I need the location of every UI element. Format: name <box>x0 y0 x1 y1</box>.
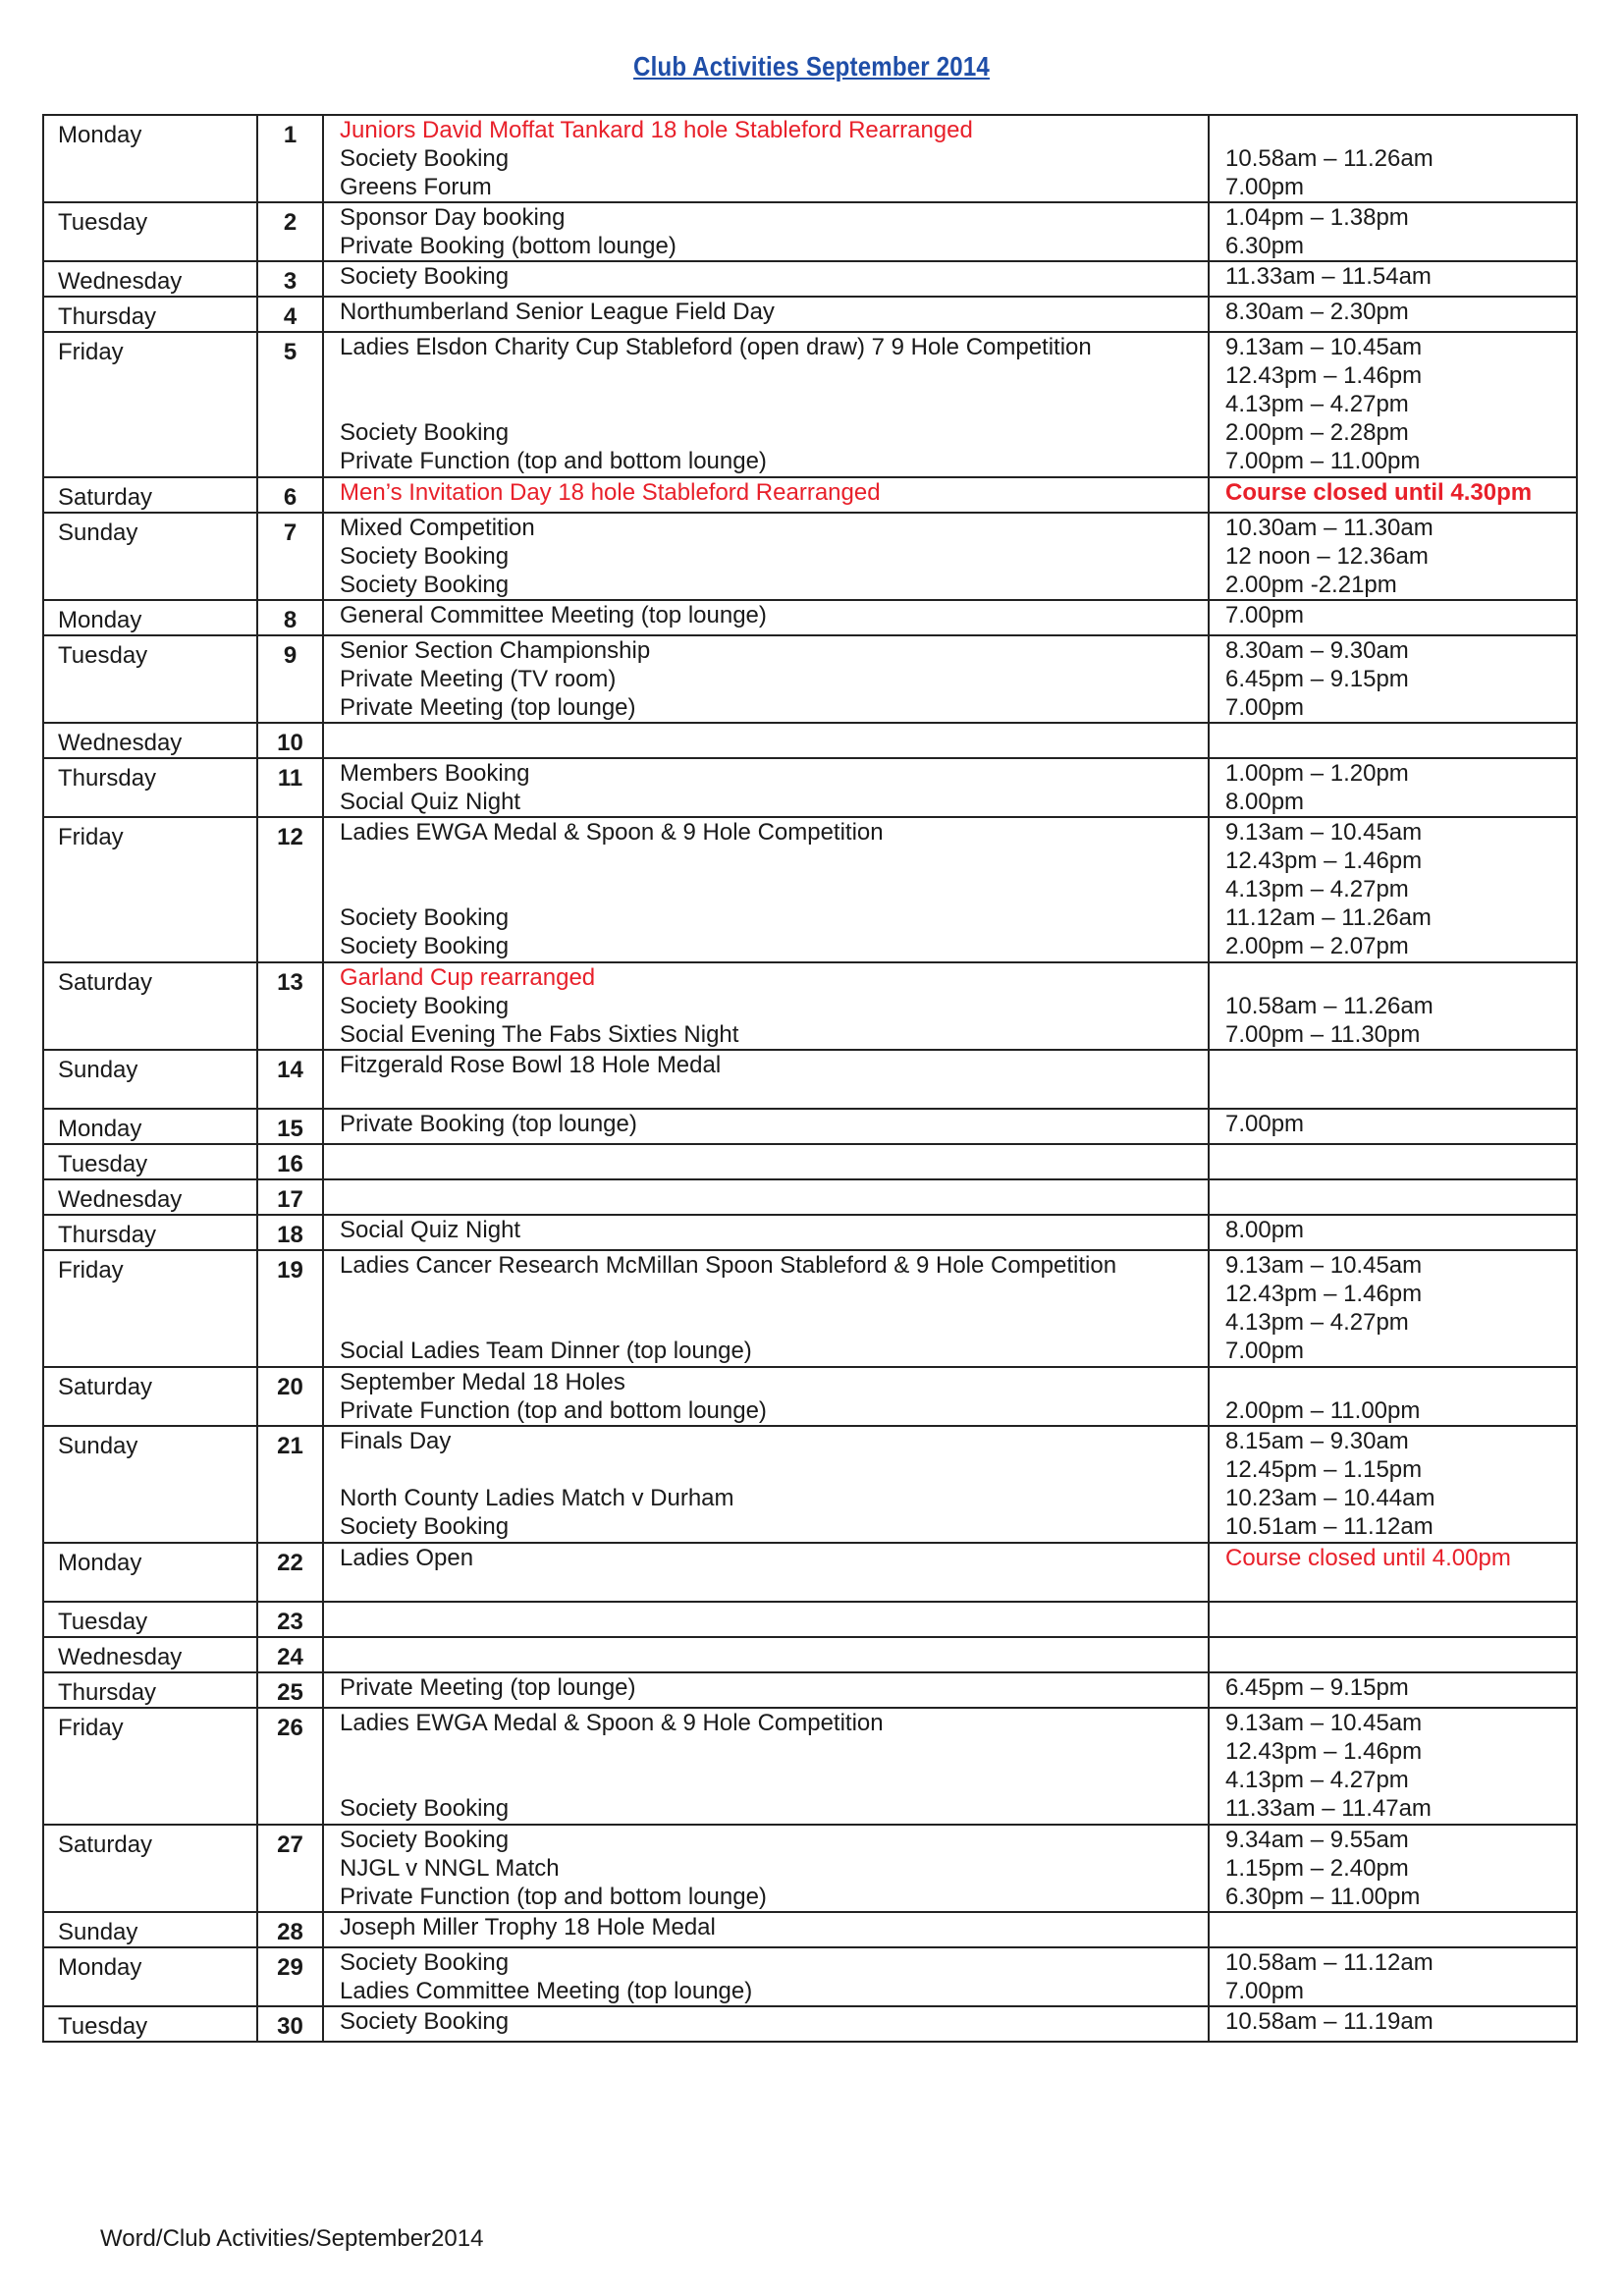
day-row <box>43 1912 1577 1947</box>
event-line: North County Ladies Match v Durham <box>340 1485 734 1511</box>
time-line: 2.00pm – 2.28pm <box>1225 419 1409 446</box>
date-number-cell: 20 <box>257 1367 323 1426</box>
day-row <box>43 723 1577 758</box>
event-line: Society Booking <box>340 1827 510 1853</box>
time-line: 2.00pm – 2.07pm <box>1225 933 1409 959</box>
event-cell <box>323 723 1209 758</box>
day-name-cell: Monday <box>43 1947 257 2006</box>
time-cell <box>1209 635 1577 723</box>
time-line: 10.58am – 11.19am <box>1225 2008 1434 2035</box>
day-row <box>43 202 1577 261</box>
date-number-cell: 17 <box>257 1179 323 1215</box>
date-number-cell: 25 <box>257 1672 323 1708</box>
time-cell <box>1209 115 1577 202</box>
event-line: Greens Forum <box>340 174 492 200</box>
time-line: 12.45pm – 1.15pm <box>1225 1456 1423 1483</box>
time-cell <box>1209 1179 1577 1215</box>
time-line: 9.13am – 10.45am <box>1225 1252 1423 1279</box>
date-number-cell: 27 <box>257 1825 323 1912</box>
date-number-cell: 1 <box>257 115 323 202</box>
day-name-cell: Tuesday <box>43 1602 257 1637</box>
time-cell <box>1209 1050 1577 1109</box>
day-name-cell: Wednesday <box>43 1637 257 1672</box>
time-line <box>1225 1638 1576 1667</box>
event-line <box>340 847 1208 875</box>
time-line: 9.34am – 9.55am <box>1225 1827 1409 1853</box>
event-cell <box>323 1825 1209 1912</box>
event-cell <box>323 1672 1209 1708</box>
time-line <box>1225 1051 1576 1079</box>
event-line: Social Quiz Night <box>340 789 521 815</box>
time-line: 12.43pm – 1.46pm <box>1225 1281 1423 1307</box>
day-name-cell: Monday <box>43 600 257 635</box>
day-row <box>43 261 1577 297</box>
time-line: 4.13pm – 4.27pm <box>1225 391 1409 417</box>
day-name-cell: Wednesday <box>43 1179 257 1215</box>
time-line <box>1225 116 1576 144</box>
day-name-cell: Tuesday <box>43 1144 257 1179</box>
event-cell <box>323 332 1209 477</box>
event-line: Society Booking <box>340 572 510 598</box>
event-line: Private Meeting (top lounge) <box>340 1674 636 1701</box>
time-cell <box>1209 723 1577 758</box>
time-cell <box>1209 962 1577 1050</box>
time-line <box>1225 724 1576 752</box>
time-cell <box>1209 332 1577 477</box>
event-cell <box>323 202 1209 261</box>
event-line <box>340 1638 1208 1667</box>
event-line: Private Booking (bottom lounge) <box>340 233 676 259</box>
event-line: Finals Day <box>340 1428 452 1454</box>
time-line <box>1225 1603 1576 1631</box>
day-name-cell: Sunday <box>43 1912 257 1947</box>
date-number-cell: 24 <box>257 1637 323 1672</box>
time-line: 12.43pm – 1.46pm <box>1225 1738 1423 1765</box>
day-row <box>43 477 1577 513</box>
time-line: 7.00pm – 11.30pm <box>1225 1021 1421 1048</box>
event-line: Ladies Committee Meeting (top lounge) <box>340 1978 753 2004</box>
event-line: Society Booking <box>340 1513 510 1540</box>
day-name-cell: Thursday <box>43 297 257 332</box>
event-line <box>340 1280 1208 1308</box>
day-row <box>43 1672 1577 1708</box>
time-line: Course closed until 4.30pm <box>1225 479 1533 506</box>
date-number-cell: 12 <box>257 817 323 962</box>
time-cell <box>1209 297 1577 332</box>
event-line: Society Booking <box>340 1949 510 1976</box>
event-line: Private Function (top and bottom lounge) <box>340 1397 767 1424</box>
event-line: Juniors David Moffat Tankard 18 hole Stableford Rearranged <box>340 117 973 143</box>
time-cell <box>1209 1215 1577 1250</box>
date-number-cell: 13 <box>257 962 323 1050</box>
time-cell <box>1209 2006 1577 2042</box>
event-line: Private Meeting (top lounge) <box>340 694 636 721</box>
date-number-cell: 5 <box>257 332 323 477</box>
time-line <box>1225 1180 1576 1209</box>
date-number-cell: 3 <box>257 261 323 297</box>
day-name-cell: Saturday <box>43 477 257 513</box>
event-line: Members Booking <box>340 760 530 787</box>
date-number-cell: 23 <box>257 1602 323 1637</box>
day-row <box>43 1215 1577 1250</box>
date-number-cell: 15 <box>257 1109 323 1144</box>
day-row <box>43 635 1577 723</box>
event-cell <box>323 2006 1209 2042</box>
time-cell <box>1209 1109 1577 1144</box>
event-line: Mixed Competition <box>340 515 535 541</box>
event-cell <box>323 1367 1209 1426</box>
event-cell <box>323 817 1209 962</box>
event-line: Fitzgerald Rose Bowl 18 Hole Medal <box>340 1052 722 1078</box>
day-row <box>43 758 1577 817</box>
time-cell <box>1209 1367 1577 1426</box>
day-name-cell: Saturday <box>43 1367 257 1426</box>
event-line: Private Function (top and bottom lounge) <box>340 448 767 474</box>
day-name-cell: Tuesday <box>43 2006 257 2042</box>
time-cell <box>1209 202 1577 261</box>
event-line <box>340 1603 1208 1631</box>
day-row <box>43 1947 1577 2006</box>
day-row <box>43 2006 1577 2042</box>
event-line <box>340 1766 1208 1794</box>
event-line <box>340 1455 1208 1484</box>
date-number-cell: 29 <box>257 1947 323 2006</box>
day-row <box>43 332 1577 477</box>
day-name-cell: Sunday <box>43 1426 257 1543</box>
time-line: 6.45pm – 9.15pm <box>1225 666 1409 692</box>
day-row <box>43 1250 1577 1367</box>
time-line: 10.51am – 11.12am <box>1225 1513 1434 1540</box>
event-cell <box>323 1947 1209 2006</box>
time-line: 12.43pm – 1.46pm <box>1225 362 1423 389</box>
event-line: Ladies Elsdon Charity Cup Stableford (open draw) 7 9 Hole Competition <box>340 334 1092 360</box>
day-row <box>43 1426 1577 1543</box>
time-line: 11.33am – 11.54am <box>1225 263 1432 290</box>
date-number-cell: 11 <box>257 758 323 817</box>
day-row <box>43 600 1577 635</box>
time-line: 1.00pm – 1.20pm <box>1225 760 1409 787</box>
day-name-cell: Wednesday <box>43 723 257 758</box>
time-line: 1.04pm – 1.38pm <box>1225 204 1409 231</box>
event-line: Northumberland Senior League Field Day <box>340 299 775 325</box>
time-cell <box>1209 1947 1577 2006</box>
event-cell <box>323 1426 1209 1543</box>
event-line: NJGL v NNGL Match <box>340 1855 560 1882</box>
date-number-cell: 21 <box>257 1426 323 1543</box>
time-cell <box>1209 1543 1577 1602</box>
date-number-cell: 2 <box>257 202 323 261</box>
event-line: Social Quiz Night <box>340 1217 521 1243</box>
day-name-cell: Thursday <box>43 1672 257 1708</box>
time-line: 12.43pm – 1.46pm <box>1225 847 1423 874</box>
event-cell <box>323 1050 1209 1109</box>
event-cell <box>323 1144 1209 1179</box>
time-cell <box>1209 1672 1577 1708</box>
time-line: 9.13am – 10.45am <box>1225 1710 1423 1736</box>
event-line: Private Function (top and bottom lounge) <box>340 1884 767 1910</box>
date-number-cell: 9 <box>257 635 323 723</box>
date-number-cell: 14 <box>257 1050 323 1109</box>
time-cell <box>1209 1708 1577 1825</box>
time-line: 4.13pm – 4.27pm <box>1225 1309 1409 1336</box>
date-number-cell: 22 <box>257 1543 323 1602</box>
event-cell <box>323 1708 1209 1825</box>
date-number-cell: 10 <box>257 723 323 758</box>
time-line <box>1225 963 1576 992</box>
time-cell <box>1209 1825 1577 1912</box>
day-row <box>43 817 1577 962</box>
event-cell <box>323 261 1209 297</box>
event-line: Ladies EWGA Medal & Spoon & 9 Hole Competition <box>340 1710 884 1736</box>
day-row <box>43 1602 1577 1637</box>
activities-table <box>42 114 1578 2043</box>
time-line: 2.00pm -2.21pm <box>1225 572 1397 598</box>
event-line <box>340 724 1208 752</box>
day-row <box>43 1367 1577 1426</box>
event-line: Social Ladies Team Dinner (top lounge) <box>340 1338 752 1364</box>
time-line: 10.58am – 11.26am <box>1225 993 1434 1019</box>
time-line <box>1225 1145 1576 1174</box>
time-line <box>1225 1913 1576 1941</box>
event-cell <box>323 758 1209 817</box>
day-row <box>43 1144 1577 1179</box>
date-number-cell: 6 <box>257 477 323 513</box>
time-line: 8.30am – 2.30pm <box>1225 299 1409 325</box>
event-line: Ladies Open <box>340 1545 474 1571</box>
day-row <box>43 1050 1577 1109</box>
day-name-cell: Friday <box>43 1250 257 1367</box>
event-line: Society Booking <box>340 1795 510 1822</box>
time-line: 10.30am – 11.30am <box>1225 515 1434 541</box>
time-line: 8.00pm <box>1225 1217 1305 1243</box>
time-line <box>1225 1368 1576 1396</box>
event-cell <box>323 297 1209 332</box>
time-line: 10.58am – 11.12am <box>1225 1949 1434 1976</box>
date-number-cell: 8 <box>257 600 323 635</box>
event-line: Ladies EWGA Medal & Spoon & 9 Hole Competition <box>340 819 884 846</box>
event-line: Private Meeting (TV room) <box>340 666 617 692</box>
day-name-cell: Saturday <box>43 962 257 1050</box>
date-number-cell: 4 <box>257 297 323 332</box>
day-row <box>43 115 1577 202</box>
event-line: September Medal 18 Holes <box>340 1369 625 1395</box>
time-cell <box>1209 1426 1577 1543</box>
day-name-cell: Friday <box>43 1708 257 1825</box>
day-row <box>43 1179 1577 1215</box>
time-line: 7.00pm <box>1225 1111 1305 1137</box>
time-cell <box>1209 513 1577 600</box>
day-name-cell: Monday <box>43 1109 257 1144</box>
time-cell <box>1209 758 1577 817</box>
day-row <box>43 1637 1577 1672</box>
event-line: Ladies Cancer Research McMillan Spoon Stableford & 9 Hole Competition <box>340 1252 1117 1279</box>
event-line: General Committee Meeting (top lounge) <box>340 602 767 629</box>
time-line: 7.00pm – 11.00pm <box>1225 448 1421 474</box>
event-cell <box>323 1637 1209 1672</box>
date-number-cell: 30 <box>257 2006 323 2042</box>
date-number-cell: 16 <box>257 1144 323 1179</box>
page-title: Club Activities September 2014 <box>633 51 990 82</box>
event-line: Society Booking <box>340 263 510 290</box>
event-cell <box>323 1250 1209 1367</box>
time-line: 8.15am – 9.30am <box>1225 1428 1409 1454</box>
time-line: 10.58am – 11.26am <box>1225 145 1434 172</box>
date-number-cell: 26 <box>257 1708 323 1825</box>
time-cell <box>1209 1250 1577 1367</box>
event-cell <box>323 1215 1209 1250</box>
day-name-cell: Sunday <box>43 1050 257 1109</box>
date-number-cell: 18 <box>257 1215 323 1250</box>
event-line <box>340 1180 1208 1209</box>
day-name-cell: Saturday <box>43 1825 257 1912</box>
day-row <box>43 962 1577 1050</box>
time-line: 11.33am – 11.47am <box>1225 1795 1432 1822</box>
event-line <box>340 1308 1208 1337</box>
day-name-cell: Friday <box>43 332 257 477</box>
event-line: Sponsor Day booking <box>340 204 566 231</box>
time-line: 12 noon – 12.36am <box>1225 543 1429 570</box>
time-line: Course closed until 4.00pm <box>1225 1545 1511 1571</box>
event-cell <box>323 635 1209 723</box>
event-line <box>340 390 1208 418</box>
event-line: Joseph Miller Trophy 18 Hole Medal <box>340 1914 716 1941</box>
time-line: 7.00pm <box>1225 1978 1305 2004</box>
event-line <box>340 1737 1208 1766</box>
day-row <box>43 297 1577 332</box>
time-line: 7.00pm <box>1225 602 1305 629</box>
time-line: 8.30am – 9.30am <box>1225 637 1409 664</box>
day-name-cell: Wednesday <box>43 261 257 297</box>
day-row <box>43 1708 1577 1825</box>
event-line <box>340 361 1208 390</box>
date-number-cell: 7 <box>257 513 323 600</box>
event-cell <box>323 513 1209 600</box>
event-cell <box>323 1109 1209 1144</box>
day-row <box>43 513 1577 600</box>
event-line <box>340 875 1208 903</box>
time-line: 6.30pm <box>1225 233 1305 259</box>
time-line: 9.13am – 10.45am <box>1225 819 1423 846</box>
time-line: 9.13am – 10.45am <box>1225 334 1423 360</box>
day-row <box>43 1109 1577 1144</box>
event-line: Men’s Invitation Day 18 hole Stableford Rearranged <box>340 479 881 506</box>
date-number-cell: 19 <box>257 1250 323 1367</box>
event-line: Society Booking <box>340 2008 510 2035</box>
time-line: 7.00pm <box>1225 1338 1305 1364</box>
event-cell <box>323 962 1209 1050</box>
time-cell <box>1209 1637 1577 1672</box>
time-line: 11.12am – 11.26am <box>1225 904 1432 931</box>
day-name-cell: Monday <box>43 1543 257 1602</box>
time-line: 7.00pm <box>1225 694 1305 721</box>
day-name-cell: Thursday <box>43 1215 257 1250</box>
time-line: 6.45pm – 9.15pm <box>1225 1674 1409 1701</box>
day-row <box>43 1543 1577 1602</box>
time-cell <box>1209 477 1577 513</box>
time-cell <box>1209 817 1577 962</box>
event-cell <box>323 1179 1209 1215</box>
event-line: Social Evening The Fabs Sixties Night <box>340 1021 739 1048</box>
event-cell <box>323 1912 1209 1947</box>
event-line: Senior Section Championship <box>340 637 651 664</box>
time-line: 7.00pm <box>1225 174 1305 200</box>
event-line: Society Booking <box>340 993 510 1019</box>
event-line: Society Booking <box>340 145 510 172</box>
time-cell <box>1209 1602 1577 1637</box>
event-cell <box>323 600 1209 635</box>
event-line: Society Booking <box>340 419 510 446</box>
time-line: 2.00pm – 11.00pm <box>1225 1397 1421 1424</box>
day-name-cell: Friday <box>43 817 257 962</box>
event-cell <box>323 1543 1209 1602</box>
event-line: Private Booking (top lounge) <box>340 1111 637 1137</box>
time-line: 4.13pm – 4.27pm <box>1225 1767 1409 1793</box>
day-row <box>43 1825 1577 1912</box>
time-line: 4.13pm – 4.27pm <box>1225 876 1409 902</box>
time-line: 6.30pm – 11.00pm <box>1225 1884 1421 1910</box>
event-line: Society Booking <box>340 933 510 959</box>
footer-path: Word/Club Activities/September2014 <box>100 2225 484 2252</box>
day-name-cell: Sunday <box>43 513 257 600</box>
time-cell <box>1209 600 1577 635</box>
day-name-cell: Tuesday <box>43 635 257 723</box>
time-cell <box>1209 1144 1577 1179</box>
time-cell <box>1209 261 1577 297</box>
time-line: 10.23am – 10.44am <box>1225 1485 1435 1511</box>
time-cell <box>1209 1912 1577 1947</box>
event-cell <box>323 477 1209 513</box>
time-line: 8.00pm <box>1225 789 1305 815</box>
activities-table-body <box>43 115 1577 2042</box>
event-line: Garland Cup rearranged <box>340 964 596 991</box>
event-line: Society Booking <box>340 543 510 570</box>
event-cell <box>323 115 1209 202</box>
date-number-cell: 28 <box>257 1912 323 1947</box>
time-line: 1.15pm – 2.40pm <box>1225 1855 1409 1882</box>
event-line: Society Booking <box>340 904 510 931</box>
day-name-cell: Monday <box>43 115 257 202</box>
event-cell <box>323 1602 1209 1637</box>
day-name-cell: Thursday <box>43 758 257 817</box>
event-line <box>340 1145 1208 1174</box>
day-name-cell: Tuesday <box>43 202 257 261</box>
